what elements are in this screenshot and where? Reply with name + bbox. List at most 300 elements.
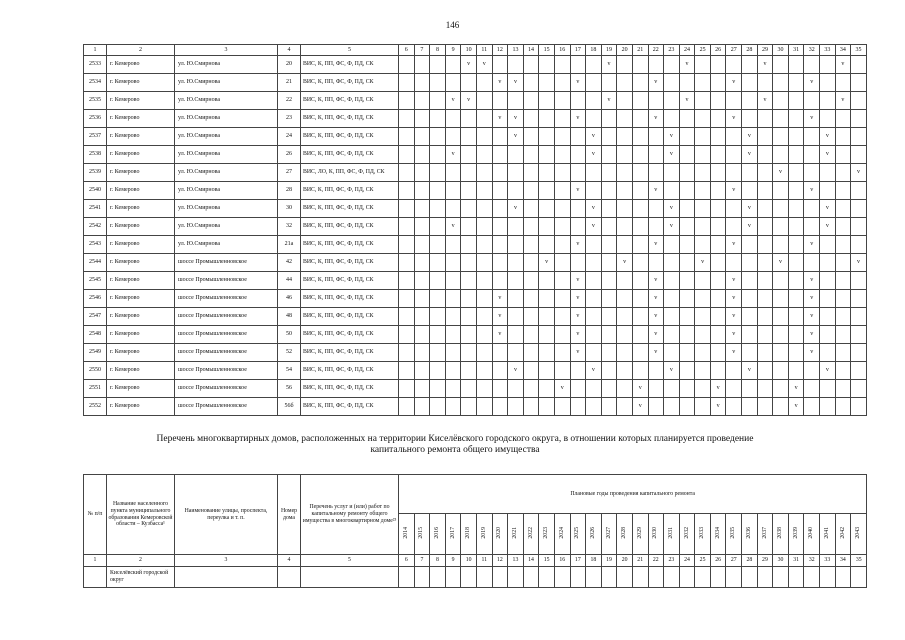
repair-year-cell (757, 290, 773, 308)
repair-year-cell (851, 272, 867, 290)
year-label: 2036 (745, 526, 752, 539)
row-house: 20 (278, 56, 301, 74)
repair-year-cell (445, 128, 461, 146)
repair-year-cell (742, 344, 758, 362)
repair-year-cell (430, 164, 446, 182)
repair-year-cell (804, 128, 820, 146)
row-services: ВИС, К, ПП, ФС, Ф, ПД, СК (301, 398, 399, 416)
repair-year-cell (461, 74, 477, 92)
year-header (648, 514, 664, 555)
year-label: 2026 (590, 526, 597, 539)
repair-year-cell (601, 344, 617, 362)
repair-year-cell (773, 398, 789, 416)
column-number-28: 28 (742, 555, 758, 567)
repair-year-cell (492, 398, 508, 416)
repair-year-cell (570, 254, 586, 272)
row-number: 2549 (84, 344, 107, 362)
repair-year-mark: v (492, 110, 508, 128)
repair-year-cell (414, 56, 430, 74)
repair-year-cell (679, 362, 695, 380)
repair-year-cell (757, 362, 773, 380)
repair-year-mark: v (742, 362, 758, 380)
table-row (84, 254, 867, 272)
column-number-5: 5 (301, 45, 399, 56)
repair-year-cell (523, 146, 539, 164)
row-city: г. Кемерово (107, 326, 175, 344)
repair-year-mark: v (632, 380, 648, 398)
repair-year-cell (554, 236, 570, 254)
repair-year-cell (476, 272, 492, 290)
repair-year-cell (554, 344, 570, 362)
repair-year-cell (835, 326, 851, 344)
row-city: г. Кемерово (107, 254, 175, 272)
repair-year-cell (492, 146, 508, 164)
repair-year-mark: v (679, 92, 695, 110)
table-row (84, 74, 867, 92)
repair-year-cell (430, 218, 446, 236)
repair-year-cell (835, 290, 851, 308)
row-number: 2550 (84, 362, 107, 380)
repair-year-cell (820, 308, 836, 326)
repair-year-cell (632, 200, 648, 218)
column-number-32: 32 (804, 555, 820, 567)
repair-year-cell (804, 362, 820, 380)
repair-year-cell (539, 326, 555, 344)
repair-year-cell (554, 218, 570, 236)
repair-year-cell (445, 236, 461, 254)
repair-year-cell (835, 236, 851, 254)
repair-year-cell (508, 164, 524, 182)
repair-year-cell (851, 380, 867, 398)
repair-year-cell (570, 200, 586, 218)
row-services: ВИС, К, ПП, ФС, Ф, ПД, СК (301, 362, 399, 380)
repair-year-cell (695, 110, 711, 128)
column-number-25: 25 (695, 555, 711, 567)
repair-year-cell (664, 254, 680, 272)
row-number: 2543 (84, 236, 107, 254)
repair-year-cell (648, 218, 664, 236)
repair-year-cell (523, 56, 539, 74)
repair-year-cell (554, 92, 570, 110)
repair-year-cell (601, 272, 617, 290)
row-street: шоссе Промышленновское (175, 344, 278, 362)
repair-year-cell (664, 567, 680, 588)
year-label: 2025 (574, 526, 581, 539)
row-city: г. Кемерово (107, 272, 175, 290)
table-row (84, 236, 867, 254)
year-header (539, 514, 555, 555)
table-row (84, 164, 867, 182)
repair-year-cell (523, 380, 539, 398)
column-number-27: 27 (726, 555, 742, 567)
repair-year-cell (664, 236, 680, 254)
repair-year-cell (399, 110, 415, 128)
column-number-13: 13 (508, 45, 524, 56)
repair-year-mark: v (508, 200, 524, 218)
repair-year-mark: v (726, 182, 742, 200)
column-number-33: 33 (820, 555, 836, 567)
repair-year-cell (632, 272, 648, 290)
year-label: 2039 (792, 526, 799, 539)
row-city: г. Кемерово (107, 56, 175, 74)
table-row (84, 380, 867, 398)
repair-year-cell (695, 398, 711, 416)
repair-year-mark: v (492, 326, 508, 344)
row-services: ВИС, К, ПП, ФС, Ф, ПД, СК (301, 272, 399, 290)
table-row (84, 92, 867, 110)
repair-year-cell (414, 182, 430, 200)
repair-year-cell (539, 146, 555, 164)
repair-year-cell (476, 92, 492, 110)
row-city: г. Кемерово (107, 74, 175, 92)
column-number-6: 6 (399, 555, 415, 567)
repair-year-cell (414, 236, 430, 254)
repair-year-cell (523, 398, 539, 416)
repair-year-cell (835, 200, 851, 218)
repair-year-cell (695, 326, 711, 344)
repair-year-cell (414, 398, 430, 416)
repair-year-cell (445, 254, 461, 272)
column-number-35: 35 (851, 45, 867, 56)
repair-year-cell (742, 74, 758, 92)
repair-year-cell (430, 56, 446, 74)
repair-year-cell (586, 92, 602, 110)
repair-year-cell (679, 110, 695, 128)
year-header (570, 514, 586, 555)
row-house: 21 (278, 74, 301, 92)
repair-year-cell (664, 164, 680, 182)
repair-year-cell (492, 380, 508, 398)
repair-year-mark: v (445, 92, 461, 110)
repair-year-cell (851, 74, 867, 92)
repair-year-cell (851, 110, 867, 128)
repair-year-cell (851, 182, 867, 200)
year-label: 2024 (558, 526, 565, 539)
repair-year-cell (632, 236, 648, 254)
repair-year-cell (586, 110, 602, 128)
repair-year-cell (679, 272, 695, 290)
repair-year-cell (617, 182, 633, 200)
repair-year-mark: v (664, 218, 680, 236)
repair-year-cell (508, 146, 524, 164)
header-years-title: Плановые годы проведения капитального ремонта (399, 475, 867, 514)
repair-year-cell (476, 182, 492, 200)
header-services: Перечень услуг и (или) работ по капитальному ремонту общего имущества в многоквартирном доме²³ (301, 475, 399, 555)
repair-year-cell (788, 182, 804, 200)
repair-year-cell (695, 56, 711, 74)
repair-year-cell (617, 326, 633, 344)
row-street: ул. Ю.Смирнова (175, 200, 278, 218)
column-number-21: 21 (632, 555, 648, 567)
repair-year-mark: v (820, 200, 836, 218)
repair-year-mark: v (788, 380, 804, 398)
repair-year-cell (835, 74, 851, 92)
repair-year-cell (617, 146, 633, 164)
repair-year-cell (399, 164, 415, 182)
repair-year-cell (539, 290, 555, 308)
row-number: 2547 (84, 308, 107, 326)
repair-year-cell (430, 272, 446, 290)
column-number-16: 16 (554, 555, 570, 567)
repair-year-cell (726, 380, 742, 398)
repair-year-mark: v (508, 362, 524, 380)
repair-year-cell (648, 362, 664, 380)
repair-year-cell (492, 200, 508, 218)
repair-year-cell (773, 200, 789, 218)
repair-year-mark: v (804, 290, 820, 308)
column-number-14: 14 (523, 555, 539, 567)
repair-year-cell (820, 92, 836, 110)
repair-year-cell (508, 344, 524, 362)
repair-year-mark: v (601, 56, 617, 74)
repair-year-cell (632, 344, 648, 362)
repair-year-cell (757, 236, 773, 254)
repair-year-cell (539, 567, 555, 588)
row-city: г. Кемерово (107, 290, 175, 308)
repair-year-cell (523, 290, 539, 308)
repair-year-cell (414, 254, 430, 272)
repair-year-cell (742, 254, 758, 272)
repair-year-cell (617, 362, 633, 380)
repair-year-cell (445, 362, 461, 380)
year-label: 2032 (683, 526, 690, 539)
year-label: 2028 (621, 526, 628, 539)
repair-year-cell (399, 398, 415, 416)
year-header (586, 514, 602, 555)
repair-year-cell (617, 398, 633, 416)
repair-year-mark: v (508, 110, 524, 128)
repair-year-cell (601, 182, 617, 200)
column-number-22: 22 (648, 555, 664, 567)
repair-year-mark: v (726, 74, 742, 92)
repair-year-cell (539, 272, 555, 290)
repair-year-mark: v (648, 272, 664, 290)
repair-year-cell (664, 380, 680, 398)
repair-year-cell (773, 272, 789, 290)
repair-year-mark: v (648, 110, 664, 128)
column-number-23: 23 (664, 555, 680, 567)
repair-year-cell (601, 236, 617, 254)
repair-year-mark: v (742, 218, 758, 236)
repair-year-cell (664, 290, 680, 308)
repair-year-cell (632, 128, 648, 146)
repair-year-cell (788, 92, 804, 110)
year-header (695, 514, 711, 555)
repair-year-cell (539, 74, 555, 92)
repair-year-cell (788, 362, 804, 380)
repair-year-cell (851, 344, 867, 362)
repair-year-cell (461, 110, 477, 128)
repair-year-cell (445, 308, 461, 326)
repair-year-cell (664, 182, 680, 200)
repair-year-cell (679, 380, 695, 398)
repair-year-cell (461, 326, 477, 344)
column-number-10: 10 (461, 555, 477, 567)
repair-year-cell (726, 56, 742, 74)
year-label: 2015 (418, 526, 425, 539)
repair-year-cell (788, 200, 804, 218)
table-row (84, 308, 867, 326)
repair-year-cell (851, 128, 867, 146)
repair-year-cell (554, 200, 570, 218)
column-number-17: 17 (570, 45, 586, 56)
row-house: 22 (278, 92, 301, 110)
column-number-22: 22 (648, 45, 664, 56)
repair-year-cell (773, 308, 789, 326)
section-title: Перечень многоквартирных домов, расположенных на территории Киселёвского городского округа, в отношении которых планируется проведение капитального ремонта общего имущества (156, 434, 754, 455)
repair-year-cell (445, 326, 461, 344)
year-label: 2038 (777, 526, 784, 539)
year-header (601, 514, 617, 555)
cell-num (84, 567, 107, 588)
repair-year-cell (851, 236, 867, 254)
repair-year-cell (399, 236, 415, 254)
column-number-19: 19 (601, 555, 617, 567)
repair-year-cell (586, 380, 602, 398)
repair-year-cell (476, 128, 492, 146)
repair-year-cell (648, 146, 664, 164)
repair-year-cell (586, 182, 602, 200)
repair-year-cell (788, 290, 804, 308)
repair-year-cell (788, 567, 804, 588)
repair-year-cell (399, 362, 415, 380)
repair-year-cell (695, 236, 711, 254)
repair-year-cell (508, 326, 524, 344)
column-number-31: 31 (788, 555, 804, 567)
column-number-19: 19 (601, 45, 617, 56)
repair-year-cell (742, 326, 758, 344)
column-number-27: 27 (726, 45, 742, 56)
repair-year-cell (710, 164, 726, 182)
year-label: 2042 (839, 526, 846, 539)
row-services: ВИС, К, ПП, ФС, Ф, ПД, СК (301, 254, 399, 272)
row-number: 2539 (84, 164, 107, 182)
repair-year-mark: v (804, 272, 820, 290)
repair-year-cell (648, 380, 664, 398)
repair-year-cell (757, 254, 773, 272)
repair-year-cell (742, 380, 758, 398)
repair-year-mark: v (570, 326, 586, 344)
repair-year-cell (586, 308, 602, 326)
row-number: 2545 (84, 272, 107, 290)
year-header (414, 514, 430, 555)
repair-year-mark: v (757, 92, 773, 110)
repair-year-cell (710, 567, 726, 588)
row-street: ул. Ю.Смирнова (175, 56, 278, 74)
repair-year-cell (430, 74, 446, 92)
repair-year-cell (539, 308, 555, 326)
row-city: г. Кемерово (107, 398, 175, 416)
row-house: 56б (278, 398, 301, 416)
repair-year-cell (851, 56, 867, 74)
year-label: 2029 (636, 526, 643, 539)
repair-year-cell (835, 128, 851, 146)
repair-year-cell (492, 128, 508, 146)
repair-year-cell (461, 344, 477, 362)
repair-year-cell (414, 567, 430, 588)
repair-year-cell (695, 344, 711, 362)
repair-year-cell (632, 218, 648, 236)
repair-year-mark: v (726, 344, 742, 362)
year-header (804, 514, 820, 555)
repair-year-cell (523, 326, 539, 344)
repair-year-cell (617, 74, 633, 92)
row-street: ул. Ю.Смирнова (175, 164, 278, 182)
row-house: 46 (278, 290, 301, 308)
repair-year-cell (820, 272, 836, 290)
repair-year-mark: v (804, 344, 820, 362)
column-number-34: 34 (835, 555, 851, 567)
row-street: шоссе Промышленновское (175, 254, 278, 272)
repair-year-cell (788, 56, 804, 74)
page-number: 146 (445, 20, 460, 30)
repair-year-cell (586, 56, 602, 74)
repair-year-cell (835, 272, 851, 290)
repair-year-cell (757, 567, 773, 588)
column-number-34: 34 (835, 45, 851, 56)
row-street: шоссе Промышленновское (175, 326, 278, 344)
repair-year-cell (617, 128, 633, 146)
repair-year-cell (679, 146, 695, 164)
repair-year-cell (430, 326, 446, 344)
repair-year-cell (835, 218, 851, 236)
repair-year-cell (773, 146, 789, 164)
repair-year-cell (757, 344, 773, 362)
repair-year-cell (414, 344, 430, 362)
year-header (757, 514, 773, 555)
repair-year-cell (461, 182, 477, 200)
repair-year-cell (679, 398, 695, 416)
repair-year-cell (804, 164, 820, 182)
repair-year-cell (430, 254, 446, 272)
repair-year-cell (695, 362, 711, 380)
repair-year-cell (539, 362, 555, 380)
repair-year-cell (726, 92, 742, 110)
year-label: 2040 (808, 526, 815, 539)
repair-year-cell (461, 398, 477, 416)
repair-year-mark: v (679, 56, 695, 74)
row-services: ВИС, К, ПП, ФС, Ф, ПД, СК (301, 56, 399, 74)
repair-year-cell (601, 110, 617, 128)
repair-year-cell (695, 74, 711, 92)
repair-year-cell (820, 236, 836, 254)
repair-year-cell (445, 110, 461, 128)
cell-services (301, 567, 399, 588)
repair-year-cell (476, 344, 492, 362)
repair-year-cell (742, 92, 758, 110)
repair-year-mark: v (648, 326, 664, 344)
row-street: ул. Ю.Смирнова (175, 74, 278, 92)
repair-year-mark: v (710, 398, 726, 416)
repair-year-mark: v (804, 236, 820, 254)
repair-year-cell (664, 308, 680, 326)
row-street: ул. Ю.Смирнова (175, 218, 278, 236)
repair-year-cell (476, 218, 492, 236)
repair-year-mark: v (726, 326, 742, 344)
table-row (84, 110, 867, 128)
repair-year-cell (695, 308, 711, 326)
column-number-26: 26 (710, 45, 726, 56)
repair-year-cell (414, 92, 430, 110)
repair-year-cell (539, 110, 555, 128)
repair-year-cell (820, 56, 836, 74)
row-number: 2534 (84, 74, 107, 92)
repair-year-mark: v (742, 146, 758, 164)
repair-year-cell (586, 236, 602, 254)
row-street: шоссе Промышленновское (175, 380, 278, 398)
row-services: ВИС, К, ПП, ФС, Ф, ПД, СК (301, 74, 399, 92)
repair-year-cell (664, 74, 680, 92)
